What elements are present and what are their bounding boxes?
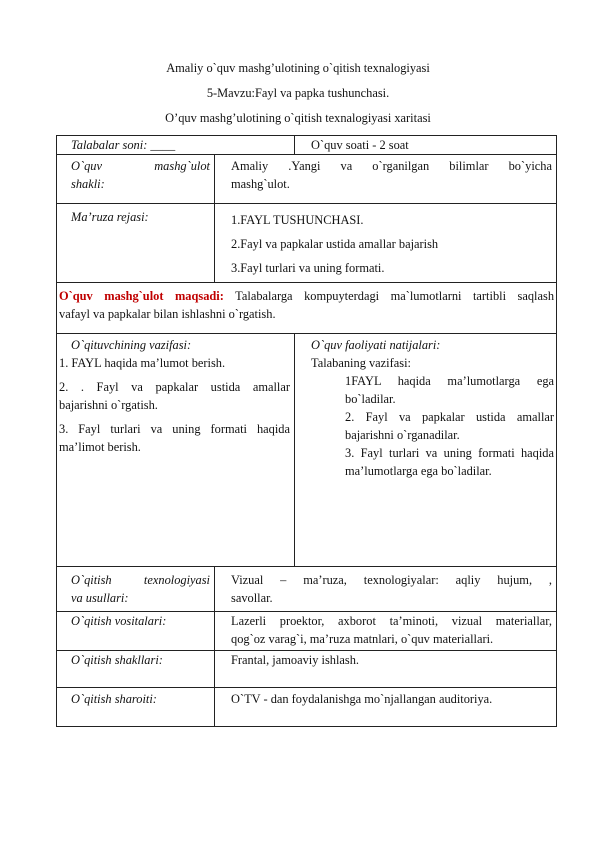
result-item: ma’lumotlarga ega bo`ladilar. [345, 464, 492, 478]
teacher-task-item: 3. Fayl turlari va uning formati haqida [59, 422, 291, 436]
lesson-form-value: Amaliy .Yangi va o`rganilgan bilimlar bo`yicha mashg`ulot. [231, 159, 552, 191]
teaching-methods-label: O`qitish texnologiyasi va usullari: [71, 573, 210, 605]
result-item: bajarishni o`rganadilar. [345, 428, 460, 442]
lecture-plan-list [215, 204, 556, 280]
map-title: O’quv mashg’ulotining o`qitish texnalogiyasi xaritasi [165, 111, 431, 125]
teaching-conditions-label: O`qitish sharoiti: [71, 692, 157, 706]
teacher-task-item: bajarishni o`rgatish. [59, 398, 158, 412]
row-teaching-tools [57, 612, 557, 651]
lesson-goal-label: O`quv mashg`ulot maqsadi: [59, 289, 224, 303]
lesson-form-label: O`quv mashg`ulot shakli: [71, 159, 210, 191]
plan-item: 1.FAYL TUSHUNCHASI. [231, 213, 364, 227]
learning-results-title: O`quv faoliyati natijalari: [311, 338, 441, 352]
teacher-tasks [57, 334, 294, 456]
learning-results-subtitle: Talabaning vazifasi: [311, 356, 411, 370]
teaching-tools-label: O`qitish vositalari: [71, 614, 167, 628]
row-tasks-results [57, 334, 557, 567]
plan-item: 3.Fayl turlari va uning formati. [231, 261, 385, 275]
row-teaching-forms [57, 651, 557, 688]
study-hours: O`quv soati - 2 soat [311, 138, 409, 152]
teacher-task-item: 1. FAYL haqida ma’lumot berish. [59, 356, 226, 370]
result-item: 1FAYL haqida ma’lumotlarga ega [345, 374, 555, 388]
lesson-goal-text: Talabalarga kompuyterdagi ma`lumotlarni tartibli saqlash [235, 289, 555, 303]
row-teaching-conditions [57, 688, 557, 727]
row-teaching-methods [57, 567, 557, 612]
row-students-hours [57, 136, 557, 155]
lesson-goal: O`quv mashg`ulot maqsadi: Talabalarga kompuyterdagi ma`lumotlarni tartibli saqlash vafayl va papkalar bilan ishlashni o`rgatish. [59, 289, 555, 321]
result-item: bo`ladilar. [345, 392, 396, 406]
teaching-tools-value: Lazerli proektor, axborot ta’minoti, vizual materiallar, qog`oz varag`i, ma’ruza matnlari, o`quv materiallari. [231, 614, 553, 646]
row-lesson-goal [57, 283, 557, 334]
teaching-forms-label: O`qitish shakllari: [71, 653, 163, 667]
row-lecture-plan [57, 204, 557, 283]
topic-title: 5-Mavzu:Fayl va papka tushunchasi. [206, 86, 390, 100]
document-title: Amaliy o`quv mashg’ulotining o`qitish texnalogiyasi [166, 61, 430, 75]
teaching-conditions-value: O`TV - dan foydalanishga mo`njallangan auditoriya. [231, 692, 493, 706]
learning-results [295, 334, 556, 480]
teaching-methods-value: Vizual – ma’ruza, texnologiyalar: aqliy hujum, , savollar. [231, 573, 553, 605]
result-item: 2. Fayl va papkalar ustida amallar [345, 410, 555, 424]
result-item: 3. Fayl turlari va uning formati haqida [345, 446, 555, 460]
teacher-task-item: 2. . Fayl va papkalar ustida amallar [59, 380, 291, 394]
teaching-forms-value: Frantal, jamoaviy ishlash. [231, 653, 360, 667]
lecture-plan-label: Ma’ruza rejasi: [71, 210, 149, 224]
plan-item: 2.Fayl va papkalar ustida amallar bajarish [231, 237, 439, 251]
students-count-label: Talabalar soni: ____ [71, 138, 176, 152]
teacher-task-item: ma’limot berish. [59, 440, 141, 454]
lesson-plan-table [56, 135, 557, 727]
row-lesson-form [57, 155, 557, 204]
teacher-tasks-title: O`qituvchining vazifasi: [71, 338, 192, 352]
